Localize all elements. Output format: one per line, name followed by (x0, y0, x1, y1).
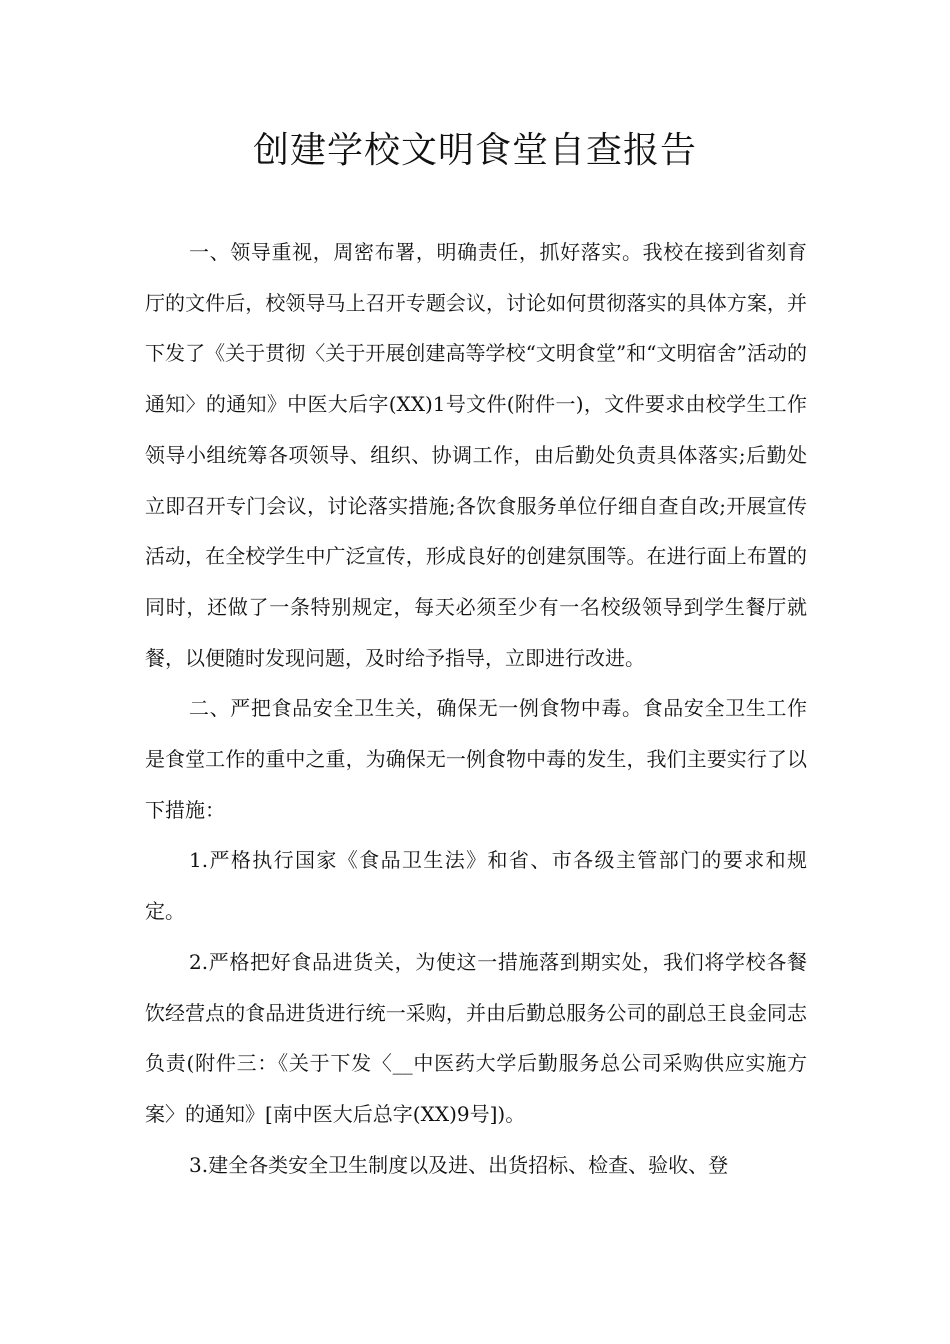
paragraph-item-1: 1.严格执行国家《食品卫生法》和省、市各级主管部门的要求和规定。 (145, 848, 807, 924)
document-body (145, 227, 807, 1190)
paragraph-food-safety: 二、严把食品安全卫生关，确保无一例食物中毒。食品安全卫生工作是食堂工作的重中之重，为确保无一例食物中毒的发生，我们主要实行了以下措施： (145, 696, 807, 822)
document-title: 创建学校文明食堂自查报告 (252, 130, 697, 171)
paragraph-item-2: 2.严格把好食品进货关，为使这一措施落到期实处，我们将学校各餐饮经营点的食品进货进行统一采购，并由后勤总服务公司的副总王良金同志负责(附件三：《关于下发〈__中医药大学后勤服务总公司采购供应实施方案〉的通知》[南中医大后总字(XX)9号])。 (145, 949, 807, 1126)
paragraph-leadership: 一、领导重视，周密布署，明确责任，抓好落实。我校在接到省刻育厅的文件后，校领导马上召开专题会议，讨论如何贯彻落实的具体方案，并下发了《关于贯彻〈关于开展创建高等学校“文明食堂”和“文明宿舍”活动的通知〉的通知》中医大后字(XX)1号文件(附件一)，文件要求由校学生工作领导小组统筹各项领导、组织、协调工作，由后勤处负责具体落实;后勤处立即召开专门会议，讨论落实措施;各饮食服务单位仔细自查自改;开展宣传活动，在全校学生中广泛宣传，形成良好的创建氛围等。在进行面上布置的同时，还做了一条特别规定，每天必须至少有一名校级领导到学生餐厅就餐，以便随时发现问题，及时给予指导，立即进行改进。 (145, 240, 807, 670)
paragraph-item-3: 3.建全各类安全卫生制度以及进、出货招标、检查、验收、登 (189, 1152, 729, 1177)
